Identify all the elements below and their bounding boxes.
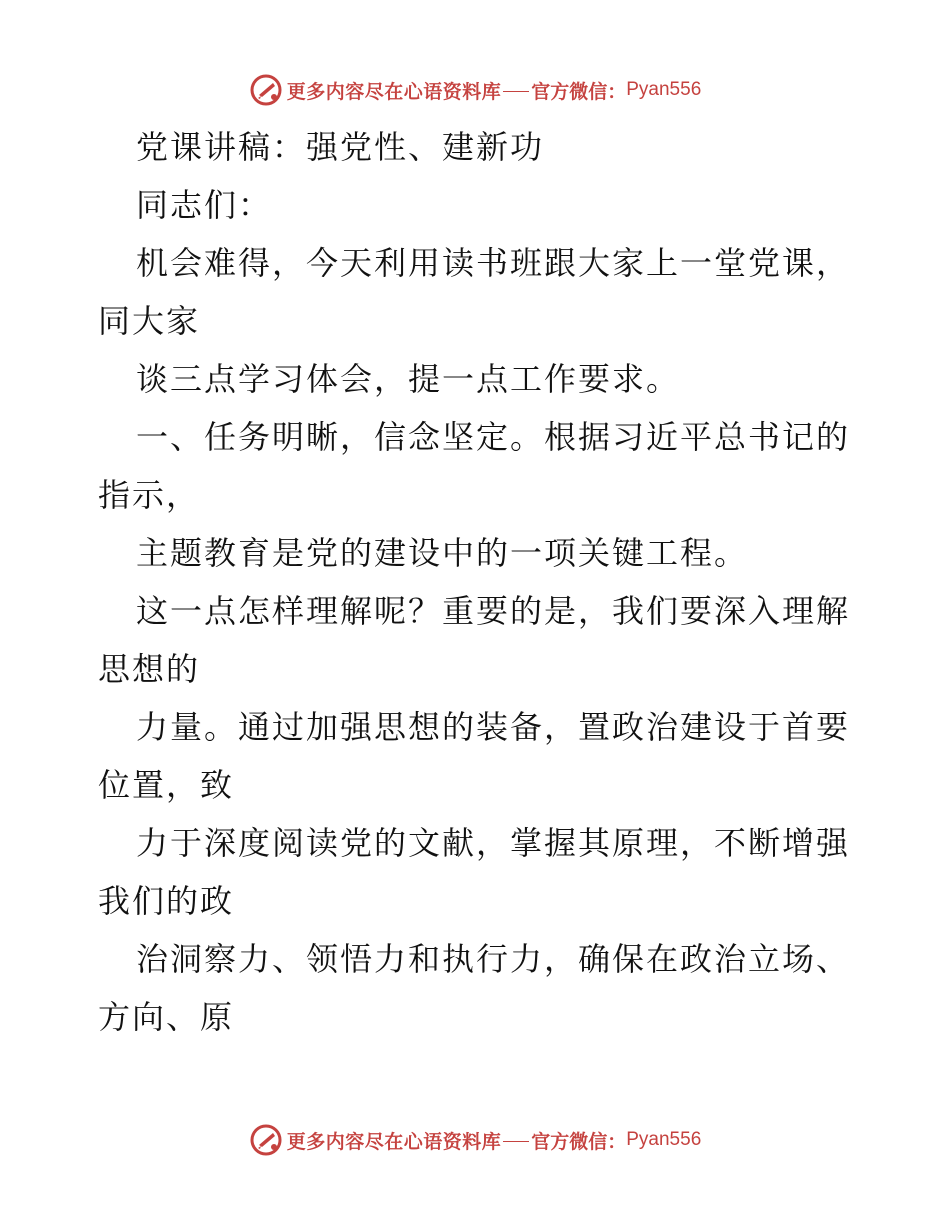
wechat-handle: Pyan556 xyxy=(626,1129,702,1150)
text-line: 力量。通过加强思想的装备，置政治建设于首要 xyxy=(136,708,851,746)
section-heading-line: 一、任务明晰，信念坚定。根据习近平总书记的 xyxy=(136,418,851,456)
document-title: 党课讲稿：强党性、建新功 xyxy=(136,128,545,166)
banner-dash xyxy=(503,91,529,92)
banner-dash xyxy=(503,1141,529,1142)
promo-text: 更多内容尽在心语资料库 xyxy=(286,80,502,103)
text-line: 指示， xyxy=(98,476,201,514)
text-line: 同大家 xyxy=(98,302,201,340)
text-line: 力于深度阅读党的文献，掌握其原理，不断增强 xyxy=(136,824,851,862)
library-logo-icon xyxy=(249,1123,283,1157)
wechat-label: 官方微信： xyxy=(531,80,627,103)
text-line: 主题教育是党的建设中的一项关键工程。 xyxy=(136,534,749,572)
footer-watermark-banner xyxy=(0,1120,950,1160)
header-watermark-banner xyxy=(0,70,950,110)
text-line: 这一点怎样理解呢？重要的是，我们要深入理解 xyxy=(136,592,851,630)
text-line: 治洞察力、领悟力和执行力，确保在政治立场、 xyxy=(136,940,851,978)
wechat-handle: Pyan556 xyxy=(626,79,702,100)
library-logo-icon xyxy=(249,73,283,107)
wechat-label: 官方微信： xyxy=(531,1130,627,1153)
promo-text: 更多内容尽在心语资料库 xyxy=(286,1130,502,1153)
text-line: 方向、原 xyxy=(98,998,235,1036)
text-line: 我们的政 xyxy=(98,882,235,920)
text-line: 同志们： xyxy=(136,186,273,224)
text-line: 思想的 xyxy=(98,650,201,688)
text-line: 机会难得，今天利用读书班跟大家上一堂党课， xyxy=(136,244,851,282)
text-line: 谈三点学习体会，提一点工作要求。 xyxy=(136,360,681,398)
text-line: 位置，致 xyxy=(98,766,235,804)
document-body xyxy=(98,118,898,1046)
